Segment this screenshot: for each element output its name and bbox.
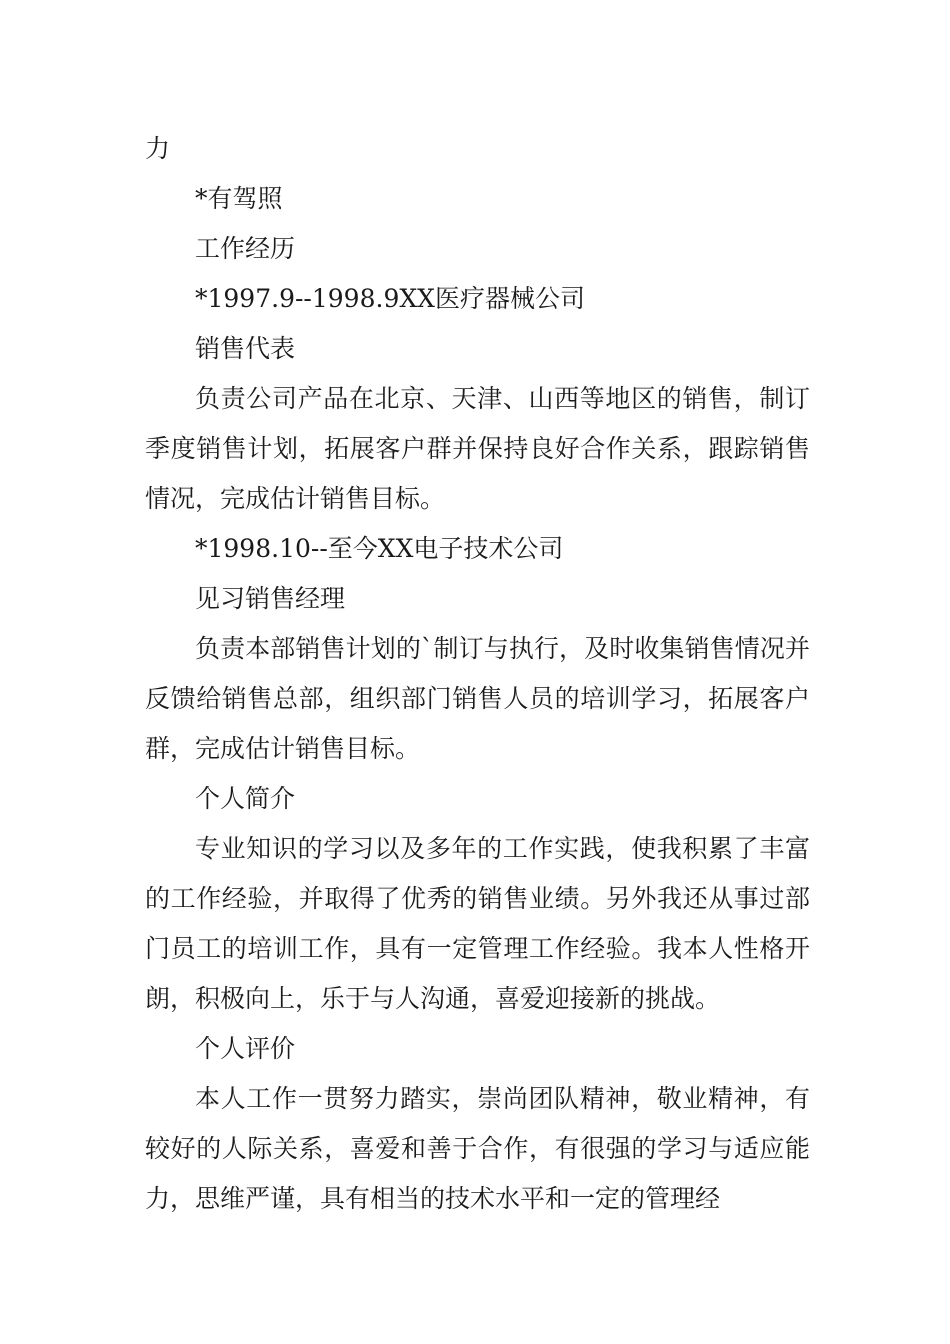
self-evaluation-text: 本人工作一贯努力踏实，崇尚团队精神，敬业精神，有较好的人际关系，喜爱和善于合作，有很强的学习与适应能力，思维严谨，具有相当的技术水平和一定的管理经 xyxy=(145,1084,810,1213)
document-page xyxy=(145,124,810,1224)
job-entry-1-title: 销售代表 xyxy=(195,334,296,363)
section-heading-self-evaluation: 个人评价 xyxy=(195,1034,296,1063)
job-entry-2-title: 见习销售经理 xyxy=(195,584,346,613)
section-heading-personal-profile: 个人简介 xyxy=(195,784,296,813)
job-entry-1-period-company: *1997.9--1998.9XX医疗器械公司 xyxy=(195,284,585,313)
job-entry-1-description: 负责公司产品在北京、天津、山西等地区的销售，制订季度销售计划，拓展客户群并保持良好合作关系，跟踪销售情况，完成估计销售目标。 xyxy=(145,384,810,513)
paragraph-continuation: 力 xyxy=(145,134,171,163)
driver-license-item: *有驾照 xyxy=(195,184,283,213)
job-entry-2-period-company: *1998.10--至今XX电子技术公司 xyxy=(195,534,564,563)
job-entry-2-description: 负责本部销售计划的`制订与执行，及时收集销售情况并反馈给销售总部，组织部门销售人员的培训学习，拓展客户群，完成估计销售目标。 xyxy=(145,634,810,763)
personal-profile-text: 专业知识的学习以及多年的工作实践，使我积累了丰富的工作经验，并取得了优秀的销售业绩。另外我还从事过部门员工的培训工作，具有一定管理工作经验。我本人性格开朗，积极向上，乐于与人沟通，喜爱迎接新的挑战。 xyxy=(145,834,810,1013)
section-heading-work-experience: 工作经历 xyxy=(195,234,296,263)
